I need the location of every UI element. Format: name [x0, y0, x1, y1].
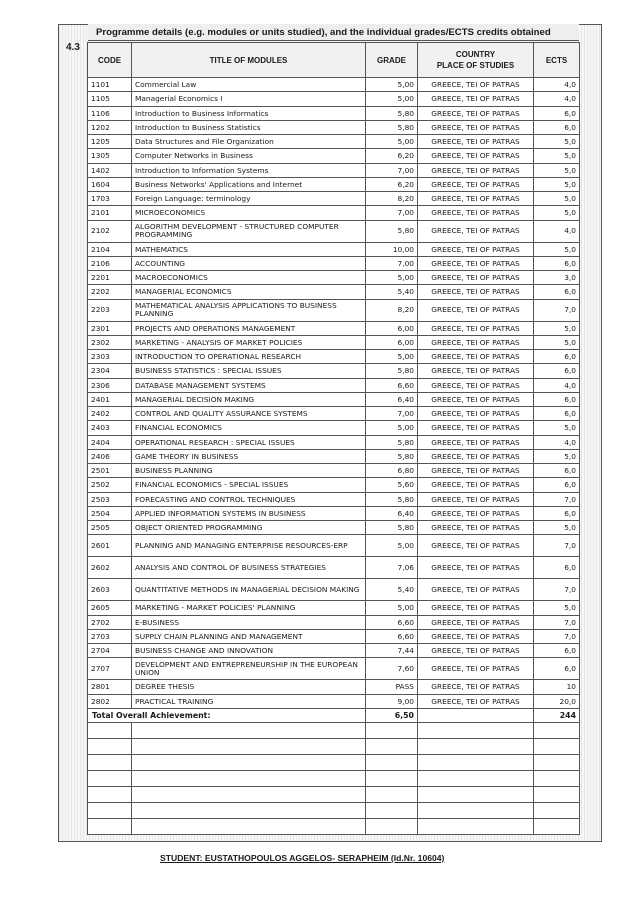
- module-grade: 7,44: [366, 644, 418, 658]
- module-title: MICROECONOMICS: [132, 206, 366, 220]
- table-row: [88, 449, 580, 463]
- module-title: MACROECONOMICS: [132, 271, 366, 285]
- module-title: Data Structures and File Organization: [132, 135, 366, 149]
- module-title: Business Networks' Applications and Internet: [132, 177, 366, 191]
- module-code: 2401: [88, 392, 132, 406]
- module-grade: 5,80: [366, 449, 418, 463]
- module-grade: 6,00: [366, 321, 418, 335]
- module-title: PROJECTS AND OPERATIONS MANAGEMENT: [132, 321, 366, 335]
- table-row: [88, 271, 580, 285]
- module-grade: 7,60: [366, 658, 418, 680]
- module-place: GREECE, TEI OF PATRAS: [418, 449, 534, 463]
- module-place: GREECE, TEI OF PATRAS: [418, 364, 534, 378]
- module-code: 2201: [88, 271, 132, 285]
- module-code: 2203: [88, 299, 132, 321]
- module-title: Computer Networks in Business: [132, 149, 366, 163]
- module-ects: 10: [534, 680, 580, 694]
- section-number: 4.3: [66, 42, 80, 53]
- module-code: 2502: [88, 478, 132, 492]
- module-place: GREECE, TEI OF PATRAS: [418, 206, 534, 220]
- table-row: [88, 492, 580, 506]
- header-ects: ECTS: [534, 43, 580, 78]
- module-place: GREECE, TEI OF PATRAS: [418, 149, 534, 163]
- module-ects: 6,0: [534, 364, 580, 378]
- total-row: [88, 708, 580, 722]
- table-row: [88, 335, 580, 349]
- module-grade: 6,40: [366, 392, 418, 406]
- module-code: 2303: [88, 350, 132, 364]
- module-grade: 5,00: [366, 350, 418, 364]
- module-code: 1101: [88, 78, 132, 92]
- module-ects: 7,0: [534, 492, 580, 506]
- module-code: 2501: [88, 464, 132, 478]
- module-grade: 5,00: [366, 78, 418, 92]
- module-code: 2403: [88, 421, 132, 435]
- module-grade: PASS: [366, 680, 418, 694]
- header-place-country: COUNTRY: [455, 50, 496, 59]
- module-code: 2504: [88, 506, 132, 520]
- module-place: GREECE, TEI OF PATRAS: [418, 680, 534, 694]
- module-code: 1703: [88, 192, 132, 206]
- empty-row: [88, 803, 580, 819]
- table-row: [88, 557, 580, 579]
- module-code: 2304: [88, 364, 132, 378]
- module-grade: 5,80: [366, 106, 418, 120]
- table-row: [88, 299, 580, 321]
- module-place: GREECE, TEI OF PATRAS: [418, 435, 534, 449]
- module-place: GREECE, TEI OF PATRAS: [418, 557, 534, 579]
- module-code: 2602: [88, 557, 132, 579]
- module-title: Introduction to Business Informatics: [132, 106, 366, 120]
- module-title: BUSINESS CHANGE AND INNOVATION: [132, 644, 366, 658]
- table-row: [88, 285, 580, 299]
- module-grade: 6,60: [366, 629, 418, 643]
- module-title: DATABASE MANAGEMENT SYSTEMS: [132, 378, 366, 392]
- table-row: [88, 407, 580, 421]
- module-ects: 4,0: [534, 378, 580, 392]
- module-title: CONTROL AND QUALITY ASSURANCE SYSTEMS: [132, 407, 366, 421]
- table-row: [88, 364, 580, 378]
- table-row: [88, 464, 580, 478]
- module-grade: 6,80: [366, 464, 418, 478]
- module-ects: 7,0: [534, 535, 580, 557]
- table-row: [88, 220, 580, 242]
- table-row: [88, 321, 580, 335]
- module-title: Introduction to Business Statistics: [132, 120, 366, 134]
- module-title: OBJECT ORIENTED PROGRAMMING: [132, 521, 366, 535]
- module-place: GREECE, TEI OF PATRAS: [418, 378, 534, 392]
- module-ects: 4,0: [534, 78, 580, 92]
- module-title: FINANCIAL ECONOMICS - SPECIAL ISSUES: [132, 478, 366, 492]
- table-row: [88, 615, 580, 629]
- module-grade: 6,20: [366, 177, 418, 191]
- module-ects: 3,0: [534, 271, 580, 285]
- empty-row: [88, 787, 580, 803]
- empty-row: [88, 739, 580, 755]
- module-ects: 6,0: [534, 644, 580, 658]
- header-place-studies: PLACE OF STUDIES: [436, 61, 515, 70]
- module-grade: 5,60: [366, 478, 418, 492]
- module-title: PLANNING AND MANAGING ENTERPRISE RESOURCES-ERP: [132, 535, 366, 557]
- module-ects: 5,0: [534, 601, 580, 615]
- module-place: GREECE, TEI OF PATRAS: [418, 694, 534, 708]
- module-ects: 6,0: [534, 464, 580, 478]
- module-grade: 6,60: [366, 378, 418, 392]
- module-title: ACCOUNTING: [132, 256, 366, 270]
- module-title: APPLIED INFORMATION SYSTEMS IN BUSINESS: [132, 506, 366, 520]
- header-code: CODE: [88, 43, 132, 78]
- module-grade: 5,80: [366, 492, 418, 506]
- table-row: [88, 163, 580, 177]
- module-place: GREECE, TEI OF PATRAS: [418, 392, 534, 406]
- module-title: BUSINESS PLANNING: [132, 464, 366, 478]
- module-ects: 5,0: [534, 421, 580, 435]
- module-grade: 5,00: [366, 535, 418, 557]
- module-place: GREECE, TEI OF PATRAS: [418, 464, 534, 478]
- module-place: GREECE, TEI OF PATRAS: [418, 256, 534, 270]
- table-row: [88, 644, 580, 658]
- module-ects: 5,0: [534, 449, 580, 463]
- module-code: 2801: [88, 680, 132, 694]
- module-ects: 7,0: [534, 615, 580, 629]
- module-place: GREECE, TEI OF PATRAS: [418, 242, 534, 256]
- module-code: 2101: [88, 206, 132, 220]
- module-grade: 5,80: [366, 521, 418, 535]
- module-ects: 20,0: [534, 694, 580, 708]
- module-ects: 4,0: [534, 435, 580, 449]
- module-code: 2402: [88, 407, 132, 421]
- module-ects: 6,0: [534, 658, 580, 680]
- module-title: MARKETING - MARKET POLICIES' PLANNING: [132, 601, 366, 615]
- module-grade: 6,00: [366, 335, 418, 349]
- module-ects: 5,0: [534, 206, 580, 220]
- table-header-row: [88, 43, 580, 78]
- module-grade: 5,00: [366, 271, 418, 285]
- table-row: [88, 629, 580, 643]
- module-place: GREECE, TEI OF PATRAS: [418, 629, 534, 643]
- table-row: [88, 135, 580, 149]
- module-grade: 8,20: [366, 299, 418, 321]
- module-grade: 7,00: [366, 206, 418, 220]
- module-grade: 10,00: [366, 242, 418, 256]
- table-row: [88, 192, 580, 206]
- module-ects: 6,0: [534, 392, 580, 406]
- table-row: [88, 435, 580, 449]
- module-grade: 8,20: [366, 192, 418, 206]
- module-place: GREECE, TEI OF PATRAS: [418, 135, 534, 149]
- modules-table: [87, 42, 580, 835]
- module-title: MANAGERIAL ECONOMICS: [132, 285, 366, 299]
- module-place: GREECE, TEI OF PATRAS: [418, 521, 534, 535]
- module-title: INTRODUCTION TO OPERATIONAL RESEARCH: [132, 350, 366, 364]
- module-grade: 7,00: [366, 256, 418, 270]
- module-code: 1205: [88, 135, 132, 149]
- table-row: [88, 521, 580, 535]
- module-place: GREECE, TEI OF PATRAS: [418, 579, 534, 601]
- module-place: GREECE, TEI OF PATRAS: [418, 421, 534, 435]
- module-code: 2707: [88, 658, 132, 680]
- module-ects: 6,0: [534, 350, 580, 364]
- module-grade: 5,80: [366, 220, 418, 242]
- empty-row: [88, 723, 580, 739]
- module-code: 2704: [88, 644, 132, 658]
- total-ects: 244: [534, 708, 580, 722]
- module-ects: 6,0: [534, 506, 580, 520]
- module-title: Managerial Economics I: [132, 92, 366, 106]
- module-ects: 5,0: [534, 521, 580, 535]
- table-row: [88, 680, 580, 694]
- module-ects: 6,0: [534, 407, 580, 421]
- module-code: 1202: [88, 120, 132, 134]
- module-title: PRACTICAL TRAINING: [132, 694, 366, 708]
- module-code: 1105: [88, 92, 132, 106]
- table-row: [88, 478, 580, 492]
- module-grade: 5,40: [366, 579, 418, 601]
- module-grade: 5,00: [366, 92, 418, 106]
- module-title: ANALYSIS AND CONTROL OF BUSINESS STRATEGIES: [132, 557, 366, 579]
- module-code: 1604: [88, 177, 132, 191]
- module-ects: 5,0: [534, 192, 580, 206]
- module-place: GREECE, TEI OF PATRAS: [418, 658, 534, 680]
- empty-row: [88, 755, 580, 771]
- table-row: [88, 535, 580, 557]
- module-place: GREECE, TEI OF PATRAS: [418, 478, 534, 492]
- table-row: [88, 658, 580, 680]
- header-place: [418, 43, 534, 78]
- total-place: [418, 708, 534, 722]
- module-place: GREECE, TEI OF PATRAS: [418, 120, 534, 134]
- empty-row: [88, 819, 580, 835]
- module-grade: 5,40: [366, 285, 418, 299]
- module-title: Commercial Law: [132, 78, 366, 92]
- module-place: GREECE, TEI OF PATRAS: [418, 535, 534, 557]
- module-ects: 5,0: [534, 163, 580, 177]
- module-ects: 6,0: [534, 478, 580, 492]
- module-code: 2703: [88, 629, 132, 643]
- module-code: 2601: [88, 535, 132, 557]
- module-place: GREECE, TEI OF PATRAS: [418, 220, 534, 242]
- table-row: [88, 177, 580, 191]
- module-code: 2603: [88, 579, 132, 601]
- module-title: SUPPLY CHAIN PLANNING AND MANAGEMENT: [132, 629, 366, 643]
- module-place: GREECE, TEI OF PATRAS: [418, 644, 534, 658]
- module-ects: 6,0: [534, 256, 580, 270]
- module-code: 2802: [88, 694, 132, 708]
- module-code: 2702: [88, 615, 132, 629]
- module-code: 1106: [88, 106, 132, 120]
- table-row: [88, 106, 580, 120]
- module-ects: 4,0: [534, 92, 580, 106]
- module-place: GREECE, TEI OF PATRAS: [418, 177, 534, 191]
- header-grade: GRADE: [366, 43, 418, 78]
- module-ects: 5,0: [534, 242, 580, 256]
- table-row: [88, 78, 580, 92]
- module-place: GREECE, TEI OF PATRAS: [418, 615, 534, 629]
- module-place: GREECE, TEI OF PATRAS: [418, 601, 534, 615]
- module-code: 1305: [88, 149, 132, 163]
- module-title: QUANTITATIVE METHODS IN MANAGERIAL DECISION MAKING: [132, 579, 366, 601]
- module-ects: 7,0: [534, 299, 580, 321]
- module-grade: 6,40: [366, 506, 418, 520]
- module-ects: 5,0: [534, 321, 580, 335]
- module-title: Foreign Language: terminology: [132, 192, 366, 206]
- module-place: GREECE, TEI OF PATRAS: [418, 350, 534, 364]
- module-title: MATHEMATICAL ANALYSIS APPLICATIONS TO BUSINESS PLANNING: [132, 299, 366, 321]
- table-row: [88, 92, 580, 106]
- student-footer: STUDENT: EUSTATHOPOULOS AGGELOS- SERAPHEIM (Id.Nr. 10604): [160, 853, 445, 863]
- module-grade: 9,00: [366, 694, 418, 708]
- module-title: MATHEMATICS: [132, 242, 366, 256]
- module-grade: 6,20: [366, 149, 418, 163]
- module-code: 2605: [88, 601, 132, 615]
- module-ects: 4,0: [534, 220, 580, 242]
- module-place: GREECE, TEI OF PATRAS: [418, 335, 534, 349]
- module-title: FINANCIAL ECONOMICS: [132, 421, 366, 435]
- table-row: [88, 206, 580, 220]
- module-code: 2302: [88, 335, 132, 349]
- module-title: BUSINESS STATISTICS : SPECIAL ISSUES: [132, 364, 366, 378]
- module-code: 2306: [88, 378, 132, 392]
- table-row: [88, 579, 580, 601]
- module-place: GREECE, TEI OF PATRAS: [418, 321, 534, 335]
- module-ects: 5,0: [534, 335, 580, 349]
- module-code: 2104: [88, 242, 132, 256]
- module-place: GREECE, TEI OF PATRAS: [418, 299, 534, 321]
- table-body: [88, 78, 580, 835]
- table-row: [88, 694, 580, 708]
- module-title: GAME THEORY IN BUSINESS: [132, 449, 366, 463]
- module-code: 1402: [88, 163, 132, 177]
- module-grade: 5,00: [366, 601, 418, 615]
- table-row: [88, 506, 580, 520]
- table-row: [88, 242, 580, 256]
- table-row: [88, 392, 580, 406]
- module-grade: 5,80: [366, 120, 418, 134]
- module-code: 2202: [88, 285, 132, 299]
- module-place: GREECE, TEI OF PATRAS: [418, 92, 534, 106]
- table-row: [88, 256, 580, 270]
- module-ects: 6,0: [534, 285, 580, 299]
- table-row: [88, 120, 580, 134]
- module-place: GREECE, TEI OF PATRAS: [418, 106, 534, 120]
- module-code: 2505: [88, 521, 132, 535]
- module-place: GREECE, TEI OF PATRAS: [418, 492, 534, 506]
- module-place: GREECE, TEI OF PATRAS: [418, 78, 534, 92]
- module-ects: 6,0: [534, 120, 580, 134]
- module-title: DEVELOPMENT AND ENTREPRENEURSHIP IN THE EUROPEAN UNION: [132, 658, 366, 680]
- table-row: [88, 350, 580, 364]
- module-grade: 7,00: [366, 407, 418, 421]
- module-grade: 7,06: [366, 557, 418, 579]
- total-grade: 6,50: [366, 708, 418, 722]
- module-place: GREECE, TEI OF PATRAS: [418, 407, 534, 421]
- module-place: GREECE, TEI OF PATRAS: [418, 163, 534, 177]
- header-title: TITLE OF MODULES: [132, 43, 366, 78]
- module-ects: 7,0: [534, 579, 580, 601]
- module-ects: 5,0: [534, 177, 580, 191]
- table-row: [88, 601, 580, 615]
- module-title: ALGORITHM DEVELOPMENT - STRUCTURED COMPUTER PROGRAMMING: [132, 220, 366, 242]
- module-place: GREECE, TEI OF PATRAS: [418, 506, 534, 520]
- module-ects: 5,0: [534, 149, 580, 163]
- module-place: GREECE, TEI OF PATRAS: [418, 192, 534, 206]
- module-code: 2106: [88, 256, 132, 270]
- module-grade: 5,80: [366, 364, 418, 378]
- empty-row: [88, 771, 580, 787]
- module-grade: 5,00: [366, 135, 418, 149]
- module-grade: 6,60: [366, 615, 418, 629]
- table-row: [88, 421, 580, 435]
- module-place: GREECE, TEI OF PATRAS: [418, 285, 534, 299]
- table-row: [88, 378, 580, 392]
- section-title: Programme details (e.g. modules or units studied), and the individual grades/ECTS credits obtained: [88, 24, 579, 41]
- module-code: 2404: [88, 435, 132, 449]
- module-title: MARKETING - ANALYSIS OF MARKET POLICIES: [132, 335, 366, 349]
- module-ects: 7,0: [534, 629, 580, 643]
- module-title: FORECASTING AND CONTROL TECHNIQUES: [132, 492, 366, 506]
- module-ects: 6,0: [534, 106, 580, 120]
- module-grade: 5,80: [366, 435, 418, 449]
- module-title: MANAGERIAL DECISION MAKING: [132, 392, 366, 406]
- table-row: [88, 149, 580, 163]
- module-code: 2301: [88, 321, 132, 335]
- module-place: GREECE, TEI OF PATRAS: [418, 271, 534, 285]
- module-code: 2406: [88, 449, 132, 463]
- module-code: 2102: [88, 220, 132, 242]
- module-title: E-BUSINESS: [132, 615, 366, 629]
- module-grade: 7,00: [366, 163, 418, 177]
- module-grade: 5,00: [366, 421, 418, 435]
- module-title: Introduction to Information Systems: [132, 163, 366, 177]
- module-ects: 6,0: [534, 557, 580, 579]
- total-label: Total Overall Achievement:: [88, 708, 366, 722]
- module-ects: 5,0: [534, 135, 580, 149]
- module-title: OPERATIONAL RESEARCH : SPECIAL ISSUES: [132, 435, 366, 449]
- module-code: 2503: [88, 492, 132, 506]
- module-title: DEGREE THESIS: [132, 680, 366, 694]
